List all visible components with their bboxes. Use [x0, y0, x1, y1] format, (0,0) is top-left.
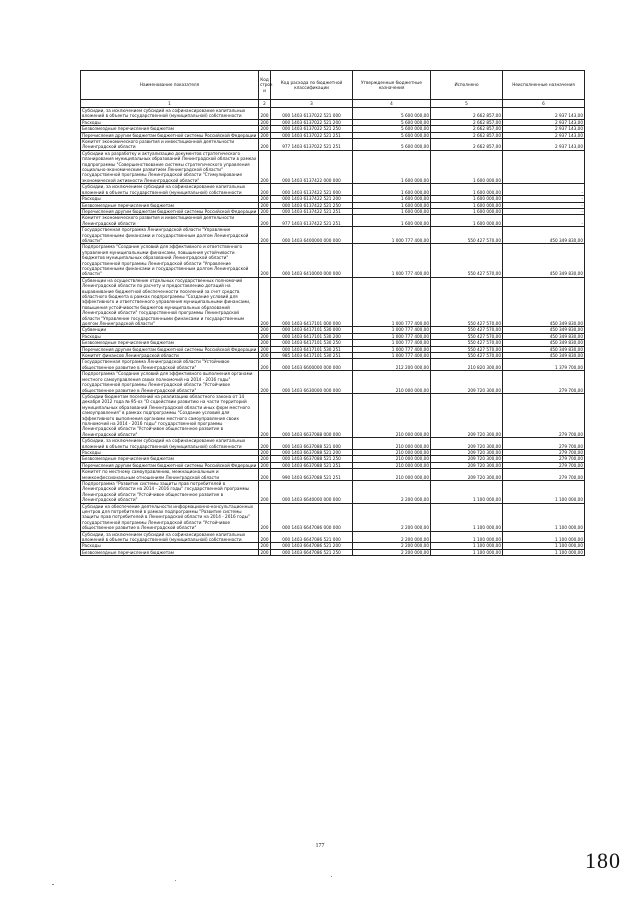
row-line-code: 200	[259, 139, 271, 151]
row-line-code: 200	[260, 132, 269, 138]
row-line-code: 200	[259, 371, 271, 394]
row-line-code: 200	[259, 393, 271, 437]
row-indicator-name: Государственная программа Ленинградской области "Управление государственными финансами и государственным долгом Ленинградской области"	[81, 227, 259, 244]
row-approved-amount: 1 600 000,00	[353, 196, 431, 202]
row-unexecuted-amount: 1 379 700,00	[503, 359, 585, 371]
row-unexecuted-amount: 2 937 143,00	[503, 139, 585, 151]
table-row	[81, 438, 585, 450]
row-unexecuted-amount: 279 700,00	[503, 449, 585, 455]
row-approved-amount: 210 000 000,00	[353, 438, 431, 450]
row-indicator-name: Безвозмездные перечисления бюджетам	[81, 202, 259, 208]
row-line-code: 200	[260, 126, 269, 132]
row-budget-code: 000 1403 6417101 000 000	[271, 277, 353, 327]
row-indicator-name: Субвенции на осуществление отдельных государственных полномочий Ленинградской области по расчету и предоставлению дотаций на выравнивание бюджетной обеспеченности поселений за счет средств областного бюджета в рамках подпрограммы "Создание условий для эффективного и ответственного управления муниципальными финансами, повышения устойчивости бюджетов муниципальных образований Ленинградской области" государственной программы Ленинградской области "Управление государственными финансами и государственным долгом Ленинградской области"	[81, 277, 259, 327]
row-line-code: 200	[260, 333, 269, 339]
row-budget-code: 000 1403 6137422 521 250	[271, 202, 353, 208]
row-unexecuted-amount: 450 349 830,00	[503, 333, 585, 339]
row-unexecuted-amount: 450 349 830,00	[503, 353, 585, 359]
row-unexecuted-amount: -	[503, 196, 585, 202]
row-indicator-name: Расходы	[81, 543, 259, 549]
row-indicator-name: Субсидии, за исключением субсидий на софинансирование капитальных вложений в объекты государственной (муниципальной) собственности	[81, 531, 259, 543]
row-indicator-name: Подпрограмма "Создание условий для эффективного выполнения органами местного самоуправления своих полномочий на 2014 - 2016 годы" государственной программы Ленинградской области "Устойчивое общественное развитие в Ленинградской области"	[81, 371, 259, 394]
row-budget-code: 000 1403 6637088 521 000	[271, 438, 353, 450]
row-approved-amount: 5 600 000,00	[353, 139, 431, 151]
row-indicator-name: Подпрограмма "Развитие системы защиты прав потребителей в Ленинградской области на 2014 - 2016 годы" государственной программы Ленинградской области "Устойчивое общественное развитие в Ленинградской области"	[81, 481, 259, 504]
row-unexecuted-amount: 1 100 000,00	[503, 531, 585, 543]
row-indicator-name: Перечисления другим бюджетам бюджетной системы Российской Федерации	[81, 346, 259, 352]
scan-speck	[331, 876, 332, 877]
row-executed-amount: 1 600 000,00	[431, 150, 503, 183]
row-indicator-name: Безвозмездные перечисления бюджетам	[81, 126, 259, 132]
row-approved-amount: 1 600 000,00	[353, 150, 431, 183]
row-line-code: 200	[260, 119, 269, 125]
row-unexecuted-amount: 450 349 830,00	[503, 227, 585, 244]
row-budget-code: 000 1403 6137022 521 200	[271, 119, 353, 125]
row-line-code: 200	[260, 456, 269, 462]
row-budget-code: 000 1403 6417101 530 250	[271, 340, 353, 346]
table-row	[81, 277, 585, 327]
row-approved-amount: 2 200 000,00	[353, 481, 431, 504]
row-approved-amount: 210 000 000,00	[353, 449, 431, 455]
row-budget-code: 000 1403 6137422 521 000	[271, 184, 353, 196]
table-row	[81, 108, 585, 120]
row-line-code: 200	[259, 481, 271, 504]
table-row	[81, 215, 585, 227]
table-row	[81, 503, 585, 531]
row-unexecuted-amount: 279 700,00	[503, 438, 585, 450]
row-budget-code: 000 1403 6647086 000 000	[271, 503, 353, 531]
row-indicator-name: Субсидии, за исключением субсидий на софинансирование капитальных вложений в объекты государственной (муниципальной) собственности	[81, 184, 259, 196]
row-budget-code: 000 1403 6647086 521 000	[271, 531, 353, 543]
row-line-code: 200	[260, 353, 269, 359]
row-executed-amount: 209 720 300,00	[431, 371, 503, 394]
row-line-code: 200	[259, 277, 271, 327]
row-unexecuted-amount: -	[503, 215, 585, 227]
row-budget-code: 000 1403 6417101 530 251	[271, 346, 353, 352]
row-unexecuted-amount: 450 349 830,00	[503, 244, 585, 277]
row-line-code: 200	[260, 543, 269, 549]
row-executed-amount: 1 600 000,00	[431, 184, 503, 196]
column-number: 2	[259, 100, 271, 108]
row-budget-code: 000 1403 6637088 521 250	[271, 456, 353, 462]
row-line-code: 200	[259, 244, 271, 277]
row-executed-amount: 209 720 300,00	[431, 449, 503, 455]
table-row	[81, 481, 585, 504]
row-unexecuted-amount: 2 937 143,00	[503, 132, 585, 138]
row-indicator-name: Подпрограмма "Создание условий для эффективного и ответственного управления муниципальными финансами, повышения устойчивости бюджетов муниципальных образований Ленинградской области" государственной программы Ленинградской области "Управление государственными финансами и государственным долгом Ленинградской области"	[81, 244, 259, 277]
table-row	[81, 469, 585, 481]
row-executed-amount: 1 100 000,00	[431, 481, 503, 504]
row-approved-amount: 5 600 000,00	[353, 132, 431, 138]
row-line-code: 200	[259, 150, 271, 183]
table-row	[81, 244, 585, 277]
row-unexecuted-amount: 279 700,00	[503, 371, 585, 394]
row-indicator-name: Безвозмездные перечисления бюджетам	[81, 549, 259, 555]
row-line-code: 200	[260, 340, 269, 346]
row-approved-amount: 210 000 000,00	[353, 456, 431, 462]
row-unexecuted-amount	[503, 150, 585, 183]
row-budget-code: 000 1403 6137422 521 200	[271, 196, 353, 202]
row-line-code: 200	[259, 469, 271, 481]
row-unexecuted-amount: 1 100 000,00	[503, 543, 585, 549]
row-executed-amount: 209 720 300,00	[431, 469, 503, 481]
row-executed-amount: 2 662 857,00	[431, 119, 503, 125]
column-number: 4	[353, 100, 431, 108]
row-line-code: 200	[259, 227, 271, 244]
row-executed-amount: 210 820 300,00	[431, 359, 503, 371]
row-approved-amount: 1 000 777 400,00	[353, 346, 431, 352]
row-unexecuted-amount: 450 349 830,00	[503, 340, 585, 346]
row-approved-amount: 210 000 000,00	[353, 469, 431, 481]
row-approved-amount: 1 000 777 400,00	[353, 327, 431, 333]
row-budget-code: 977 1403 6137022 521 251	[271, 139, 353, 151]
row-approved-amount: 210 000 000,00	[353, 462, 431, 468]
row-budget-code: 977 1403 6137422 521 251	[271, 215, 353, 227]
row-executed-amount: 550 427 570,00	[431, 327, 503, 333]
row-approved-amount: 1 000 777 400,00	[353, 340, 431, 346]
column-number: 5	[431, 100, 503, 108]
column-number: 3	[271, 100, 353, 108]
row-executed-amount: 550 427 570,00	[431, 346, 503, 352]
table-body	[81, 108, 585, 556]
row-unexecuted-amount: -	[503, 184, 585, 196]
row-approved-amount: 212 200 000,00	[353, 359, 431, 371]
row-approved-amount: 2 200 000,00	[353, 549, 431, 555]
row-unexecuted-amount: 1 100 000,00	[503, 481, 585, 504]
row-indicator-name: Комитет экономического развития и инвестиционной деятельности Ленинградской области	[81, 139, 259, 151]
row-unexecuted-amount: 279 700,00	[503, 393, 585, 437]
row-unexecuted-amount: 279 700,00	[503, 456, 585, 462]
row-budget-code: 000 1403 6137022 521 250	[271, 126, 353, 132]
row-indicator-name: Расходы	[81, 119, 259, 125]
row-executed-amount: 1 100 000,00	[431, 503, 503, 531]
row-indicator-name: Субсидии на разработку и актуализацию документов стратегического планирования муниципальных образований Ленинградской области в рамках подпрограммы "Совершенствование системы стратегического управления социально-экономическим развитием Ленинградской области" государственной программы Ленинградской области "Стимулирование экономической активности Ленинградской области"	[81, 150, 259, 183]
row-executed-amount: 209 720 300,00	[431, 393, 503, 437]
row-budget-code: 000 1403 6410000 000 000	[271, 244, 353, 277]
row-indicator-name: Расходы	[81, 449, 259, 455]
page-number: 177	[315, 843, 325, 849]
column-number: 6	[503, 100, 585, 108]
row-budget-code: 000 1403 6630000 000 000	[271, 371, 353, 394]
row-indicator-name: Комитет по местному самоуправлению, межнациональным и межконфессиональным отношениям Ленинградской области	[81, 469, 259, 481]
row-approved-amount: 2 200 000,00	[353, 543, 431, 549]
row-approved-amount: 1 000 777 400,00	[353, 227, 431, 244]
row-line-code: 200	[259, 503, 271, 531]
header-approved-allocations: Утвержденные бюджетные назначения	[353, 71, 431, 100]
row-indicator-name: Комитет финансов Ленинградской области	[81, 353, 259, 359]
table-row	[81, 549, 585, 555]
row-unexecuted-amount: -	[503, 208, 585, 214]
row-approved-amount: 210 000 000,00	[353, 371, 431, 394]
row-indicator-name: Субсидии, за исключением субсидий на софинансирование капитальных вложений в объекты государственной (муниципальной) собственности	[81, 438, 259, 450]
row-budget-code: 000 1403 6647086 521 200	[271, 543, 353, 549]
row-line-code: 200	[260, 462, 269, 468]
table-row	[81, 393, 585, 437]
row-budget-code: 000 1403 6640000 000 000	[271, 481, 353, 504]
row-budget-code: 985 1403 6417101 530 251	[271, 353, 353, 359]
row-executed-amount: 2 662 857,00	[431, 108, 503, 120]
row-approved-amount: 1 000 777 400,00	[353, 353, 431, 359]
row-executed-amount: 550 427 570,00	[431, 353, 503, 359]
row-indicator-name: Безвозмездные перечисления бюджетам	[81, 456, 259, 462]
scan-speck	[52, 884, 54, 885]
header-line-code: Код строк и	[259, 71, 271, 100]
row-budget-code: 000 1403 6137422 000 000	[271, 150, 353, 183]
row-unexecuted-amount: 450 349 830,00	[503, 277, 585, 327]
row-indicator-name: Безвозмездные перечисления бюджетам	[81, 340, 259, 346]
row-unexecuted-amount: 1 100 000,00	[503, 549, 585, 555]
row-unexecuted-amount: -	[503, 202, 585, 208]
row-unexecuted-amount: 2 937 143,00	[503, 126, 585, 132]
row-executed-amount: 1 600 000,00	[431, 196, 503, 202]
scan-speck	[175, 880, 176, 881]
row-line-code: 200	[259, 184, 271, 196]
row-indicator-name: Перечисления другим бюджетам бюджетной системы Российской Федерации	[81, 132, 259, 138]
row-budget-code: 000 1403 6417101 530 200	[271, 333, 353, 339]
column-number: 1	[81, 100, 259, 108]
row-budget-code: 000 1403 6647086 521 250	[271, 549, 353, 555]
header-executed: Исполнено	[431, 71, 503, 100]
row-approved-amount: 1 600 000,00	[353, 215, 431, 227]
row-executed-amount: 209 720 300,00	[431, 456, 503, 462]
row-approved-amount: 2 200 000,00	[353, 531, 431, 543]
row-budget-code: 000 1403 6637088 521 251	[271, 462, 353, 468]
row-indicator-name: Субвенции	[81, 327, 259, 333]
row-indicator-name: Субсидии бюджетам поселений на реализацию областного закона от 14 декабря 2012 года № 95-оз "О содействии развитию на части территорий муниципальных образований Ленинградской области иных форм местного самоуправления" в рамках подпрограммы "Создание условий для эффективного выполнения органами местного самоуправления своих полномочий на 2014 - 2016 годы" государственной программы Ленинградской области "Устойчивое общественное развитие в Ленинградской области"	[81, 393, 259, 437]
row-executed-amount: 1 600 000,00	[431, 202, 503, 208]
row-budget-code: 000 1403 6137022 521 000	[271, 108, 353, 120]
row-executed-amount: 550 427 570,00	[431, 340, 503, 346]
row-unexecuted-amount: 450 349 830,00	[503, 346, 585, 352]
row-unexecuted-amount: 450 349 830,00	[503, 327, 585, 333]
row-line-code: 200	[260, 208, 269, 214]
row-executed-amount: 550 427 570,00	[431, 333, 503, 339]
row-executed-amount: 1 100 000,00	[431, 531, 503, 543]
row-indicator-name: Государственная программа Ленинградской области "Устойчивое общественное развитие в Ленинградской области"	[81, 359, 259, 371]
row-executed-amount: 209 720 300,00	[431, 462, 503, 468]
row-executed-amount: 550 427 570,00	[431, 244, 503, 277]
header-budget-classification-code: Код расхода по бюджетной классификации	[271, 71, 353, 100]
row-approved-amount: 1 000 777 400,00	[353, 277, 431, 327]
row-line-code: 200	[260, 196, 269, 202]
row-line-code: 200	[259, 438, 271, 450]
header-indicator-name: Наименование показателя	[81, 71, 259, 100]
row-unexecuted-amount: 279 700,00	[503, 469, 585, 481]
row-line-code: 200	[259, 359, 271, 371]
row-budget-code: 990 1403 6637088 521 251	[271, 469, 353, 481]
row-indicator-name: Субсидии, за исключением субсидий на софинансирование капитальных вложений в объекты государственной (муниципальной) собственности	[81, 108, 259, 120]
row-approved-amount: 1 600 000,00	[353, 208, 431, 214]
row-line-code: 200	[259, 108, 271, 120]
row-line-code: 200	[260, 202, 269, 208]
row-indicator-name: Перечисления другим бюджетам бюджетной системы Российской Федерации	[81, 208, 259, 214]
row-approved-amount: 1 600 000,00	[353, 184, 431, 196]
row-approved-amount: 5 600 000,00	[353, 126, 431, 132]
table-row	[81, 227, 585, 244]
row-approved-amount: 2 200 000,00	[353, 503, 431, 531]
row-unexecuted-amount: 1 100 000,00	[503, 503, 585, 531]
row-executed-amount: 1 100 000,00	[431, 543, 503, 549]
row-indicator-name: Расходы	[81, 196, 259, 202]
table-row	[81, 359, 585, 371]
row-unexecuted-amount: 2 937 143,00	[503, 119, 585, 125]
row-indicator-name: Комитет экономического развития и инвестиционной деятельности Ленинградской области	[81, 215, 259, 227]
row-line-code: 200	[260, 346, 269, 352]
row-indicator-name: Субсидии на обеспечение деятельности информационно-консультационных центров для потребителей в рамках подпрограммы "Развитие системы защиты прав потребителей в Ленинградской области на 2014 - 2016 годы" государственной программы Ленинградской области "Устойчивое общественное развитие в Ленинградской области"	[81, 503, 259, 531]
row-line-code: 200	[260, 549, 269, 555]
row-approved-amount: 1 000 777 400,00	[353, 244, 431, 277]
table-header	[81, 71, 585, 108]
row-budget-code: 000 1403 6600000 000 000	[271, 359, 353, 371]
row-budget-code: 000 1403 6400000 000 000	[271, 227, 353, 244]
table-row	[81, 531, 585, 543]
row-budget-code: 000 1403 6137422 521 251	[271, 208, 353, 214]
row-executed-amount: 1 600 000,00	[431, 208, 503, 214]
row-executed-amount: 2 662 857,00	[431, 139, 503, 151]
table-row	[81, 371, 585, 394]
row-unexecuted-amount: 279 700,00	[503, 462, 585, 468]
row-executed-amount: 209 720 300,00	[431, 438, 503, 450]
row-approved-amount: 5 600 000,00	[353, 119, 431, 125]
row-approved-amount: 210 000 000,00	[353, 393, 431, 437]
row-indicator-name: Расходы	[81, 333, 259, 339]
row-approved-amount: 1 000 777 400,00	[353, 333, 431, 339]
row-budget-code: 000 1403 6637088 521 200	[271, 449, 353, 455]
row-executed-amount: 2 662 857,00	[431, 126, 503, 132]
row-budget-code: 000 1403 6137022 521 251	[271, 132, 353, 138]
table-row	[81, 139, 585, 151]
budget-execution-table	[80, 70, 585, 556]
row-executed-amount: 1 600 000,00	[431, 215, 503, 227]
row-executed-amount: 550 427 570,00	[431, 277, 503, 327]
row-line-code: 200	[259, 215, 271, 227]
handwritten-page-stamp: 180	[585, 848, 621, 873]
row-line-code: 200	[260, 327, 269, 333]
row-line-code: 200	[260, 449, 269, 455]
table-row	[81, 184, 585, 196]
table-row	[81, 150, 585, 183]
row-approved-amount: 1 600 000,00	[353, 202, 431, 208]
row-line-code: 200	[259, 531, 271, 543]
row-budget-code: 000 1403 6637088 000 000	[271, 393, 353, 437]
header-unexecuted-allocations: Неисполненные назначения	[503, 71, 585, 100]
row-budget-code: 000 1403 6417101 530 000	[271, 327, 353, 333]
row-executed-amount: 550 427 570,00	[431, 227, 503, 244]
row-indicator-name: Перечисления другим бюджетам бюджетной системы Российской Федерации	[81, 462, 259, 468]
row-executed-amount: 1 100 000,00	[431, 549, 503, 555]
row-unexecuted-amount: 2 937 143,00	[503, 108, 585, 120]
row-executed-amount: 2 662 857,00	[431, 132, 503, 138]
row-approved-amount: 5 600 000,00	[353, 108, 431, 120]
